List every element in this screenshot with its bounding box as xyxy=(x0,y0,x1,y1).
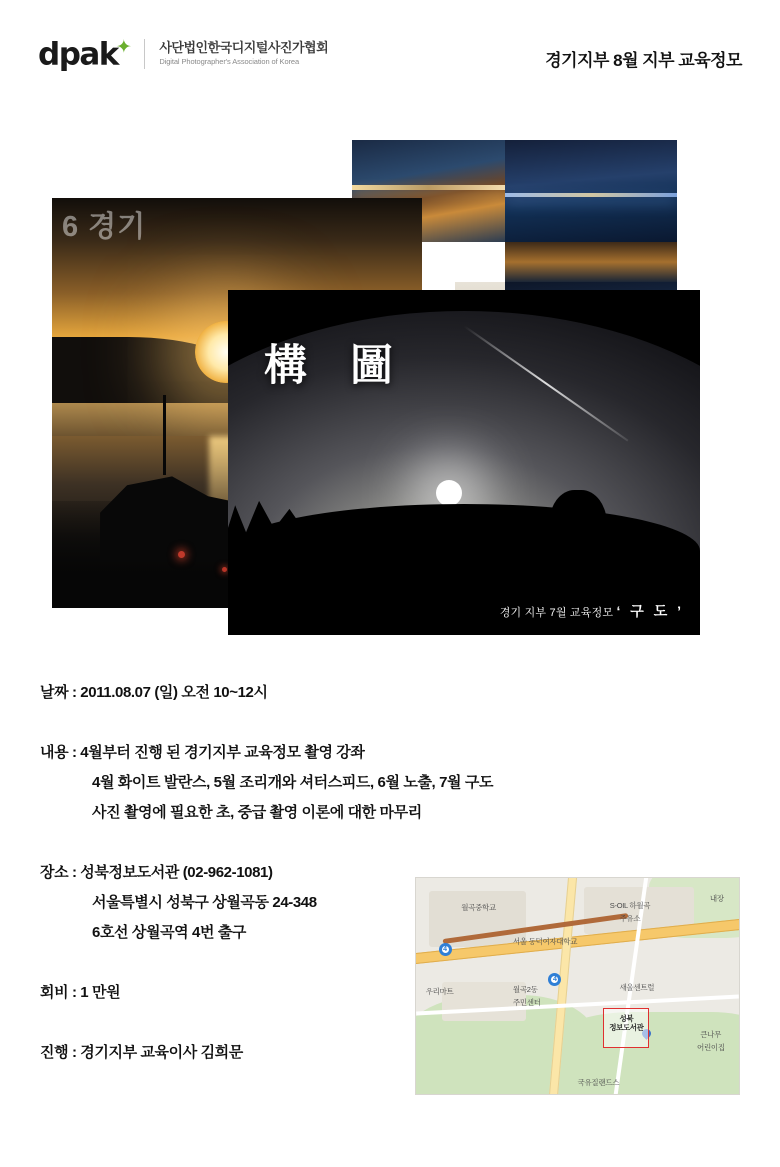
map-label-9: 큰나무 xyxy=(700,1030,722,1040)
main-photo-caption xyxy=(500,601,684,621)
main-photo-title: 構 圖 xyxy=(264,341,407,391)
logo-association-kr: 사단법인한국디지털사진가협회 xyxy=(159,40,329,56)
logo-divider xyxy=(144,39,145,69)
spacer-1 xyxy=(40,708,740,738)
logo-wordmark xyxy=(38,36,131,73)
map-label-2: 주유소 xyxy=(619,913,641,923)
detail-place-line-3: 6호선 상월곡역 4번 출구 xyxy=(92,924,246,941)
sunset-red-light-1 xyxy=(178,551,185,558)
detail-date xyxy=(40,678,740,708)
map-label-5: 월곡2동 xyxy=(512,984,538,994)
photo-main-composition xyxy=(228,290,700,635)
logo-association-text xyxy=(159,41,328,67)
header xyxy=(0,38,780,84)
map-destination-label: 성북 정보도서관 xyxy=(609,1014,644,1033)
detail-host-line: 진행 : 경기지부 교육이사 김희문 xyxy=(40,1044,243,1061)
page-title: 경기지부 8월 지부 교육정모 xyxy=(545,51,742,70)
map-label-0: 월곡중학교 xyxy=(461,902,496,912)
logo-wordmark-text: dpak xyxy=(38,36,118,73)
thumbnail-bridge-night xyxy=(505,140,677,242)
logo-star-icon: ✦ xyxy=(115,36,131,58)
detail-place-line-2: 서울특별시 성북구 상월곡동 24-348 xyxy=(92,894,317,911)
spacer-2 xyxy=(40,828,740,858)
person-silhouette-right xyxy=(549,490,607,556)
detail-fee-line: 회비 : 1 만원 xyxy=(40,984,121,1001)
person-silhouette-left xyxy=(459,515,505,559)
map-label-4: 우리마트 xyxy=(425,987,454,996)
map-label-3: 서울 동덕여자대학교 xyxy=(512,937,578,947)
photo-collage xyxy=(0,130,780,650)
map-station-icon-1: 4 xyxy=(439,943,452,956)
detail-content xyxy=(40,738,740,828)
main-photo-caption-prefix: 경기 지부 7월 교육정모 xyxy=(499,607,614,619)
map-label-7: 새울센트럴 xyxy=(619,982,655,992)
detail-place-line-1: 장소 : 성북정보도서관 (02-962-1081) xyxy=(40,864,273,881)
map-label-6: 주민센터 xyxy=(512,997,541,1007)
map-label-10: 어린이집 xyxy=(697,1043,725,1053)
sunset-boat-mast xyxy=(163,395,166,475)
sun-flare xyxy=(436,480,462,506)
detail-date-line: 날짜 : 2011.08.07 (일) 오전 10~12시 xyxy=(40,684,268,701)
detail-content-line-1: 내용 : 4월부터 진행 된 경기지부 교육정모 촬영 강좌 xyxy=(40,744,365,761)
location-map[interactable] xyxy=(415,877,740,1095)
detail-content-line-2: 4월 화이트 발란스, 5월 조리개와 셔터스피드, 6월 노출, 7월 구도 xyxy=(92,774,494,791)
map-label-11: 국유질랜드스 xyxy=(577,1077,620,1087)
detail-content-line-3: 사진 촬영에 필요한 초, 중급 촬영 이론에 대한 마무리 xyxy=(92,804,422,821)
logo-association-en: Digital Photographer's Association of Korea xyxy=(159,57,300,67)
dpak-logo xyxy=(38,36,329,73)
map-label-8: 내장 xyxy=(709,894,724,904)
map-label-1: S-OIL 하월곡 xyxy=(609,900,651,910)
sunset-photo-caption: 6 경기 xyxy=(62,211,147,243)
map-station-icon-2: 4 xyxy=(548,973,561,986)
thumbnail-bridge-warm xyxy=(505,242,677,282)
main-photo-caption-highlight: ‘ 구 도 ’ xyxy=(616,603,684,619)
